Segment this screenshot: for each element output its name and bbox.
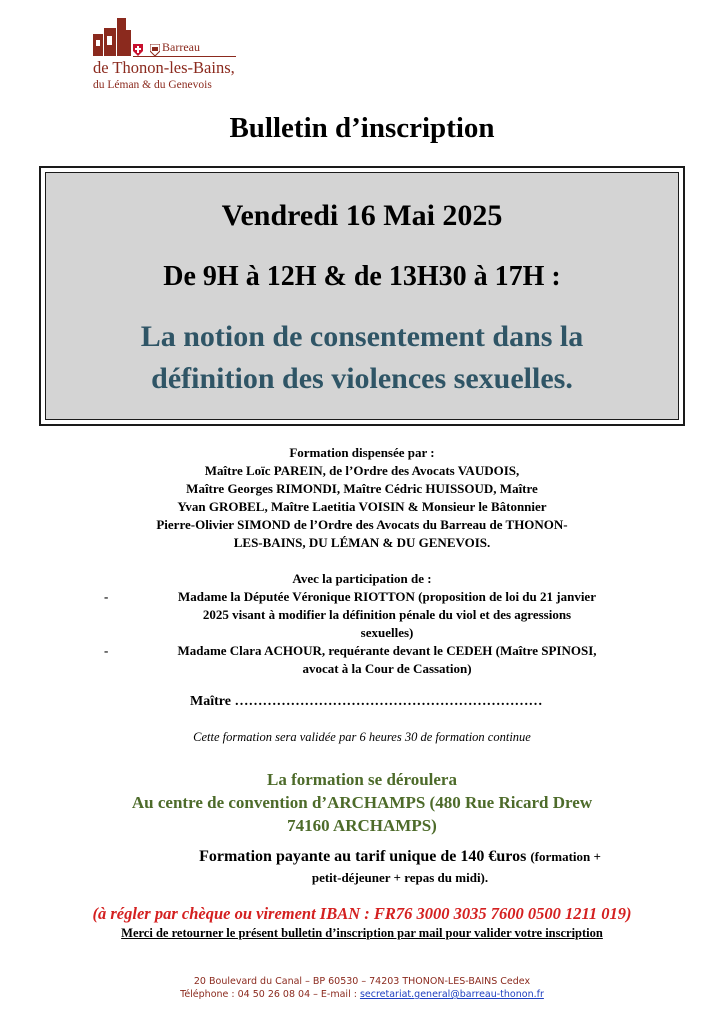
participant-line: Madame Clara ACHOUR, requérante devant le CEDEH (Maître SPINOSI, — [177, 643, 597, 658]
venue-line-2: Au centre de convention d’ARCHAMPS (480 Rue Ricard Drew — [131, 793, 593, 812]
formation-section — [0, 444, 724, 552]
formation-line: Pierre-Olivier SIMOND de l’Ordre des Avocats du Barreau de THONON- — [156, 517, 568, 532]
maitre-name-field[interactable]: Maître ………………………………………………………… — [190, 694, 543, 709]
fee-detail-2: petit-déjeuner + repas du midi). — [311, 870, 489, 885]
event-topic-line-2: définition des violences sexuelles. — [151, 362, 573, 395]
participant-line: Madame la Députée Véronique RIOTTON (proposition de loi du 21 janvier — [178, 589, 596, 604]
return-instructions: Merci de retourner le présent bulletin d’inscription par mail pour valider votre inscription — [121, 926, 603, 940]
page-title: Bulletin d’inscription — [229, 112, 495, 144]
participant-text — [132, 588, 642, 642]
formation-line: Yvan GROBEL, Maître Laetitia VOISIN & Monsieur le Bâtonnier — [177, 499, 547, 514]
list-dash: - — [104, 589, 109, 604]
validation-note: Cette formation sera validée par 6 heures 30 de formation continue — [193, 730, 531, 744]
footer-phone: Téléphone : 04 50 26 08 04 – E-mail : — [180, 989, 360, 1000]
formation-line: Maître Georges RIMONDI, Maître Cédric HUISSOUD, Maître — [186, 481, 538, 496]
logo-line-3: du Léman & du Genevois — [93, 79, 212, 91]
event-hours: De 9H à 12H & de 13H30 à 17H : — [163, 261, 561, 292]
venue-line-3: 74160 ARCHAMPS) — [287, 816, 437, 835]
fee-detail-1: (formation + — [530, 849, 601, 864]
list-dash: - — [104, 643, 109, 658]
participant-text — [132, 642, 642, 678]
footer — [0, 975, 724, 1001]
participant-line: avocat à la Cour de Cassation) — [302, 661, 472, 676]
formation-line: Maître Loïc PAREIN, de l’Ordre des Avocats VAUDOIS, — [204, 463, 520, 478]
bar-association-logo — [93, 14, 233, 94]
participant-item — [104, 588, 644, 642]
savoie-cross-icon — [133, 44, 143, 56]
formation-line: LES-BAINS, DU LÉMAN & DU GENEVOIS. — [233, 535, 491, 550]
event-date: Vendredi 16 Mai 2025 — [221, 199, 503, 232]
participation-header: Avec la participation de : — [292, 571, 432, 586]
footer-address: 20 Boulevard du Canal – BP 60530 – 74203 THONON-LES-BAINS Cedex — [193, 976, 531, 987]
castle-crest-icon — [150, 44, 160, 56]
email-link[interactable]: secretariat.general@barreau-thonon.fr — [359, 989, 544, 1000]
payment-instructions: (à régler par chèque ou virement IBAN : FR76 3000 3035 7600 0500 1211 019) — [92, 904, 632, 923]
logo-barreau: Barreau — [162, 40, 200, 54]
participant-item — [104, 642, 644, 678]
participant-line: sexuelles) — [360, 625, 414, 640]
footer-contact — [0, 988, 724, 1001]
venue-section — [0, 768, 724, 837]
event-topic — [46, 316, 678, 400]
participant-line: 2025 visant à modifier la définition pénale du viol et des agressions — [202, 607, 572, 622]
logo-line-2: de Thonon-les-Bains, — [93, 58, 235, 77]
fee-section — [140, 846, 660, 888]
event-box-inner — [45, 172, 679, 420]
building-logo-icon — [93, 16, 131, 56]
formation-header: Formation dispensée par : — [289, 445, 435, 460]
event-topic-line-1: La notion de consentement dans la — [140, 320, 584, 353]
logo-divider — [133, 56, 236, 57]
fee-main: Formation payante au tarif unique de 140 €uros — [199, 848, 527, 865]
event-box — [39, 166, 685, 426]
venue-line-1: La formation se déroulera — [267, 770, 457, 789]
